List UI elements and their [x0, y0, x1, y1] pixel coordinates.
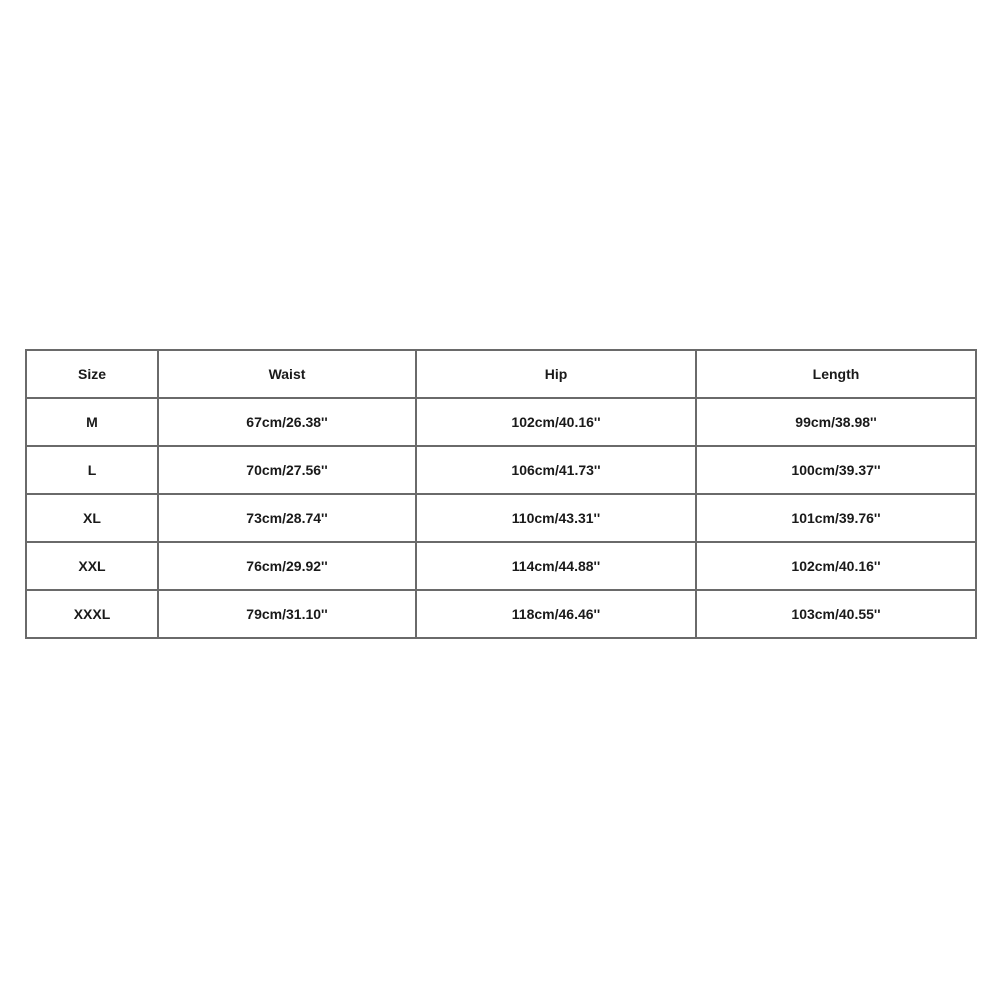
cell-hip: 114cm/44.88'': [416, 542, 696, 590]
table-row: [26, 590, 976, 638]
cell-hip: 110cm/43.31'': [416, 494, 696, 542]
cell-hip: 106cm/41.73'': [416, 446, 696, 494]
cell-size: XL: [26, 494, 158, 542]
table-row: [26, 494, 976, 542]
cell-waist: 73cm/28.74'': [158, 494, 416, 542]
cell-size: L: [26, 446, 158, 494]
header-size: Size: [26, 350, 158, 398]
cell-length: 99cm/38.98'': [696, 398, 976, 446]
cell-length: 100cm/39.37'': [696, 446, 976, 494]
header-hip: Hip: [416, 350, 696, 398]
table-header-row: [26, 350, 976, 398]
cell-waist: 67cm/26.38'': [158, 398, 416, 446]
table-row: [26, 542, 976, 590]
size-chart-table: [25, 349, 977, 639]
cell-length: 101cm/39.76'': [696, 494, 976, 542]
cell-size: XXXL: [26, 590, 158, 638]
table-row: [26, 446, 976, 494]
cell-size: XXL: [26, 542, 158, 590]
header-waist: Waist: [158, 350, 416, 398]
cell-waist: 79cm/31.10'': [158, 590, 416, 638]
cell-size: M: [26, 398, 158, 446]
cell-waist: 70cm/27.56'': [158, 446, 416, 494]
cell-length: 102cm/40.16'': [696, 542, 976, 590]
table-row: [26, 398, 976, 446]
cell-hip: 118cm/46.46'': [416, 590, 696, 638]
cell-length: 103cm/40.55'': [696, 590, 976, 638]
cell-hip: 102cm/40.16'': [416, 398, 696, 446]
cell-waist: 76cm/29.92'': [158, 542, 416, 590]
header-length: Length: [696, 350, 976, 398]
